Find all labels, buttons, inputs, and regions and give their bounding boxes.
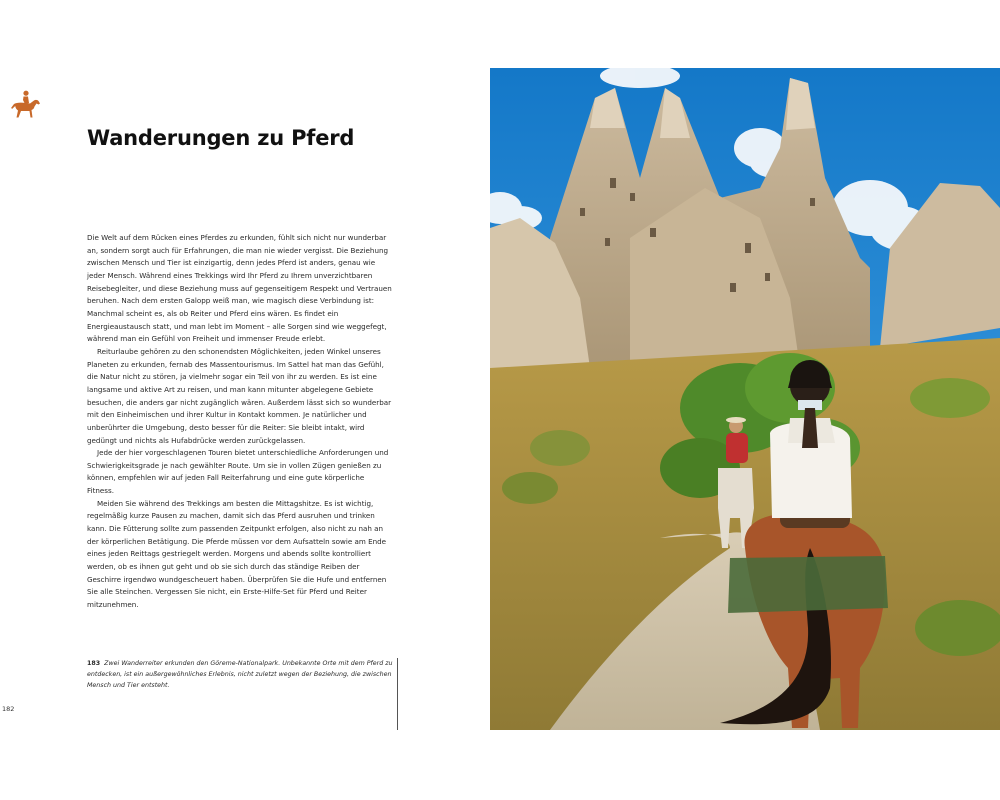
paragraph: Reiturlaube gehören zu den schonendsten Möglichkeiten, jeden Winkel unseres Planeten zu erkunden, fernab des Massentourismus. Im Sattel hat man das Gefühl, die Natur nicht zu stören, ja vielmehr sogar ein Teil von ihr zu werden. Es ist eine langsame und aktive Art zu reisen, und man kann mitunter abgelegene Gebiete besuchen, die anders gar nicht zugänglich wären. Außerdem lässt sich so wunderbar mit den Einheimischen und ihrer Kultur in Kontakt kommen. Je natürlicher und unberührter die Umgebung, desto besser für die Reiter: Sie bleibt intakt, wird gedüngt und nichts als Hufabdrücke werden zurückgelassen.	[87, 346, 392, 445]
caption-number: 183	[87, 660, 101, 667]
horse-rider-icon	[10, 90, 42, 120]
paragraph: Jede der hier vorgeschlagenen Touren bietet unterschiedliche Anforderungen und Schwierigkeitsgrade je nach gewählter Route. Um sie in vollen Zügen genießen zu können, empfehlen wir auf jeden Fall Reiterfahrung und eine gute körperliche Fitness.	[87, 448, 389, 496]
photo-caption	[87, 658, 393, 691]
body-text	[87, 232, 393, 612]
caption-text: Zwei Wanderreiter erkunden den Göreme-Nationalpark. Unbekannte Orte mit dem Pferd zu entdecken, ist ein außergewöhnliches Erlebnis, nicht zuletzt wegen der Beziehung, die zwischen Mensch und Tier entsteht.	[87, 660, 393, 689]
paragraph: Die Welt auf dem Rücken eines Pferdes zu erkunden, fühlt sich nicht nur wunderbar an, sondern sorgt auch für Erfahrungen, die man nie wieder vergisst. Die Beziehung zwischen Mensch und Tier ist einzigartig, denn jedes Pferd ist anders, genau wie jeder Mensch. Während eines Trekkings wird Ihr Pferd zu Ihrem unverzichtbaren Reisebegleiter, und diese Beziehung muss auf gegenseitigem Respekt und Vertrauen beruhen. Nach dem ersten Galopp weiß man, wie magisch diese Verbindung ist: Manchmal scheint es, als ob Reiter und Pferd eins wären. Es findet ein Energieaustausch statt, und man lebt im Moment – alle Sorgen sind wie weggefegt, während man ein Gefühl von Freiheit und immenser Freude erlebt.	[87, 233, 392, 344]
page-title: Wanderungen zu Pferd	[87, 126, 355, 150]
photo-illustration	[490, 68, 1000, 730]
cappadocia-horse-riding-photo	[490, 68, 1000, 730]
caption-divider	[397, 658, 398, 730]
page-number: 182	[2, 705, 15, 713]
paragraph: Meiden Sie während des Trekkings am besten die Mittagshitze. Es ist wichtig, regelmäßig kurze Pausen zu machen, damit sich das Pferd ausruhen und trinken kann. Die Fütterung sollte zum passenden Zeitpunkt erfolgen, also nicht zu nah an der körperlichen Betätigung. Die Pferde müssen vor dem Aufsatteln sowie am Ende eines jeden Reittags gestriegelt werden. Morgens und abends sollte kontrolliert werden, ob es ihnen gut geht und ob sie sich durch das ständige Reiben der Geschirre irgendwo wundgescheuert haben. Überprüfen Sie die Hufe und entfernen Sie alle Steinchen. Vergessen Sie nicht, ein Erste-Hilfe-Set für Pferd und Reiter mitzunehmen.	[87, 498, 387, 610]
